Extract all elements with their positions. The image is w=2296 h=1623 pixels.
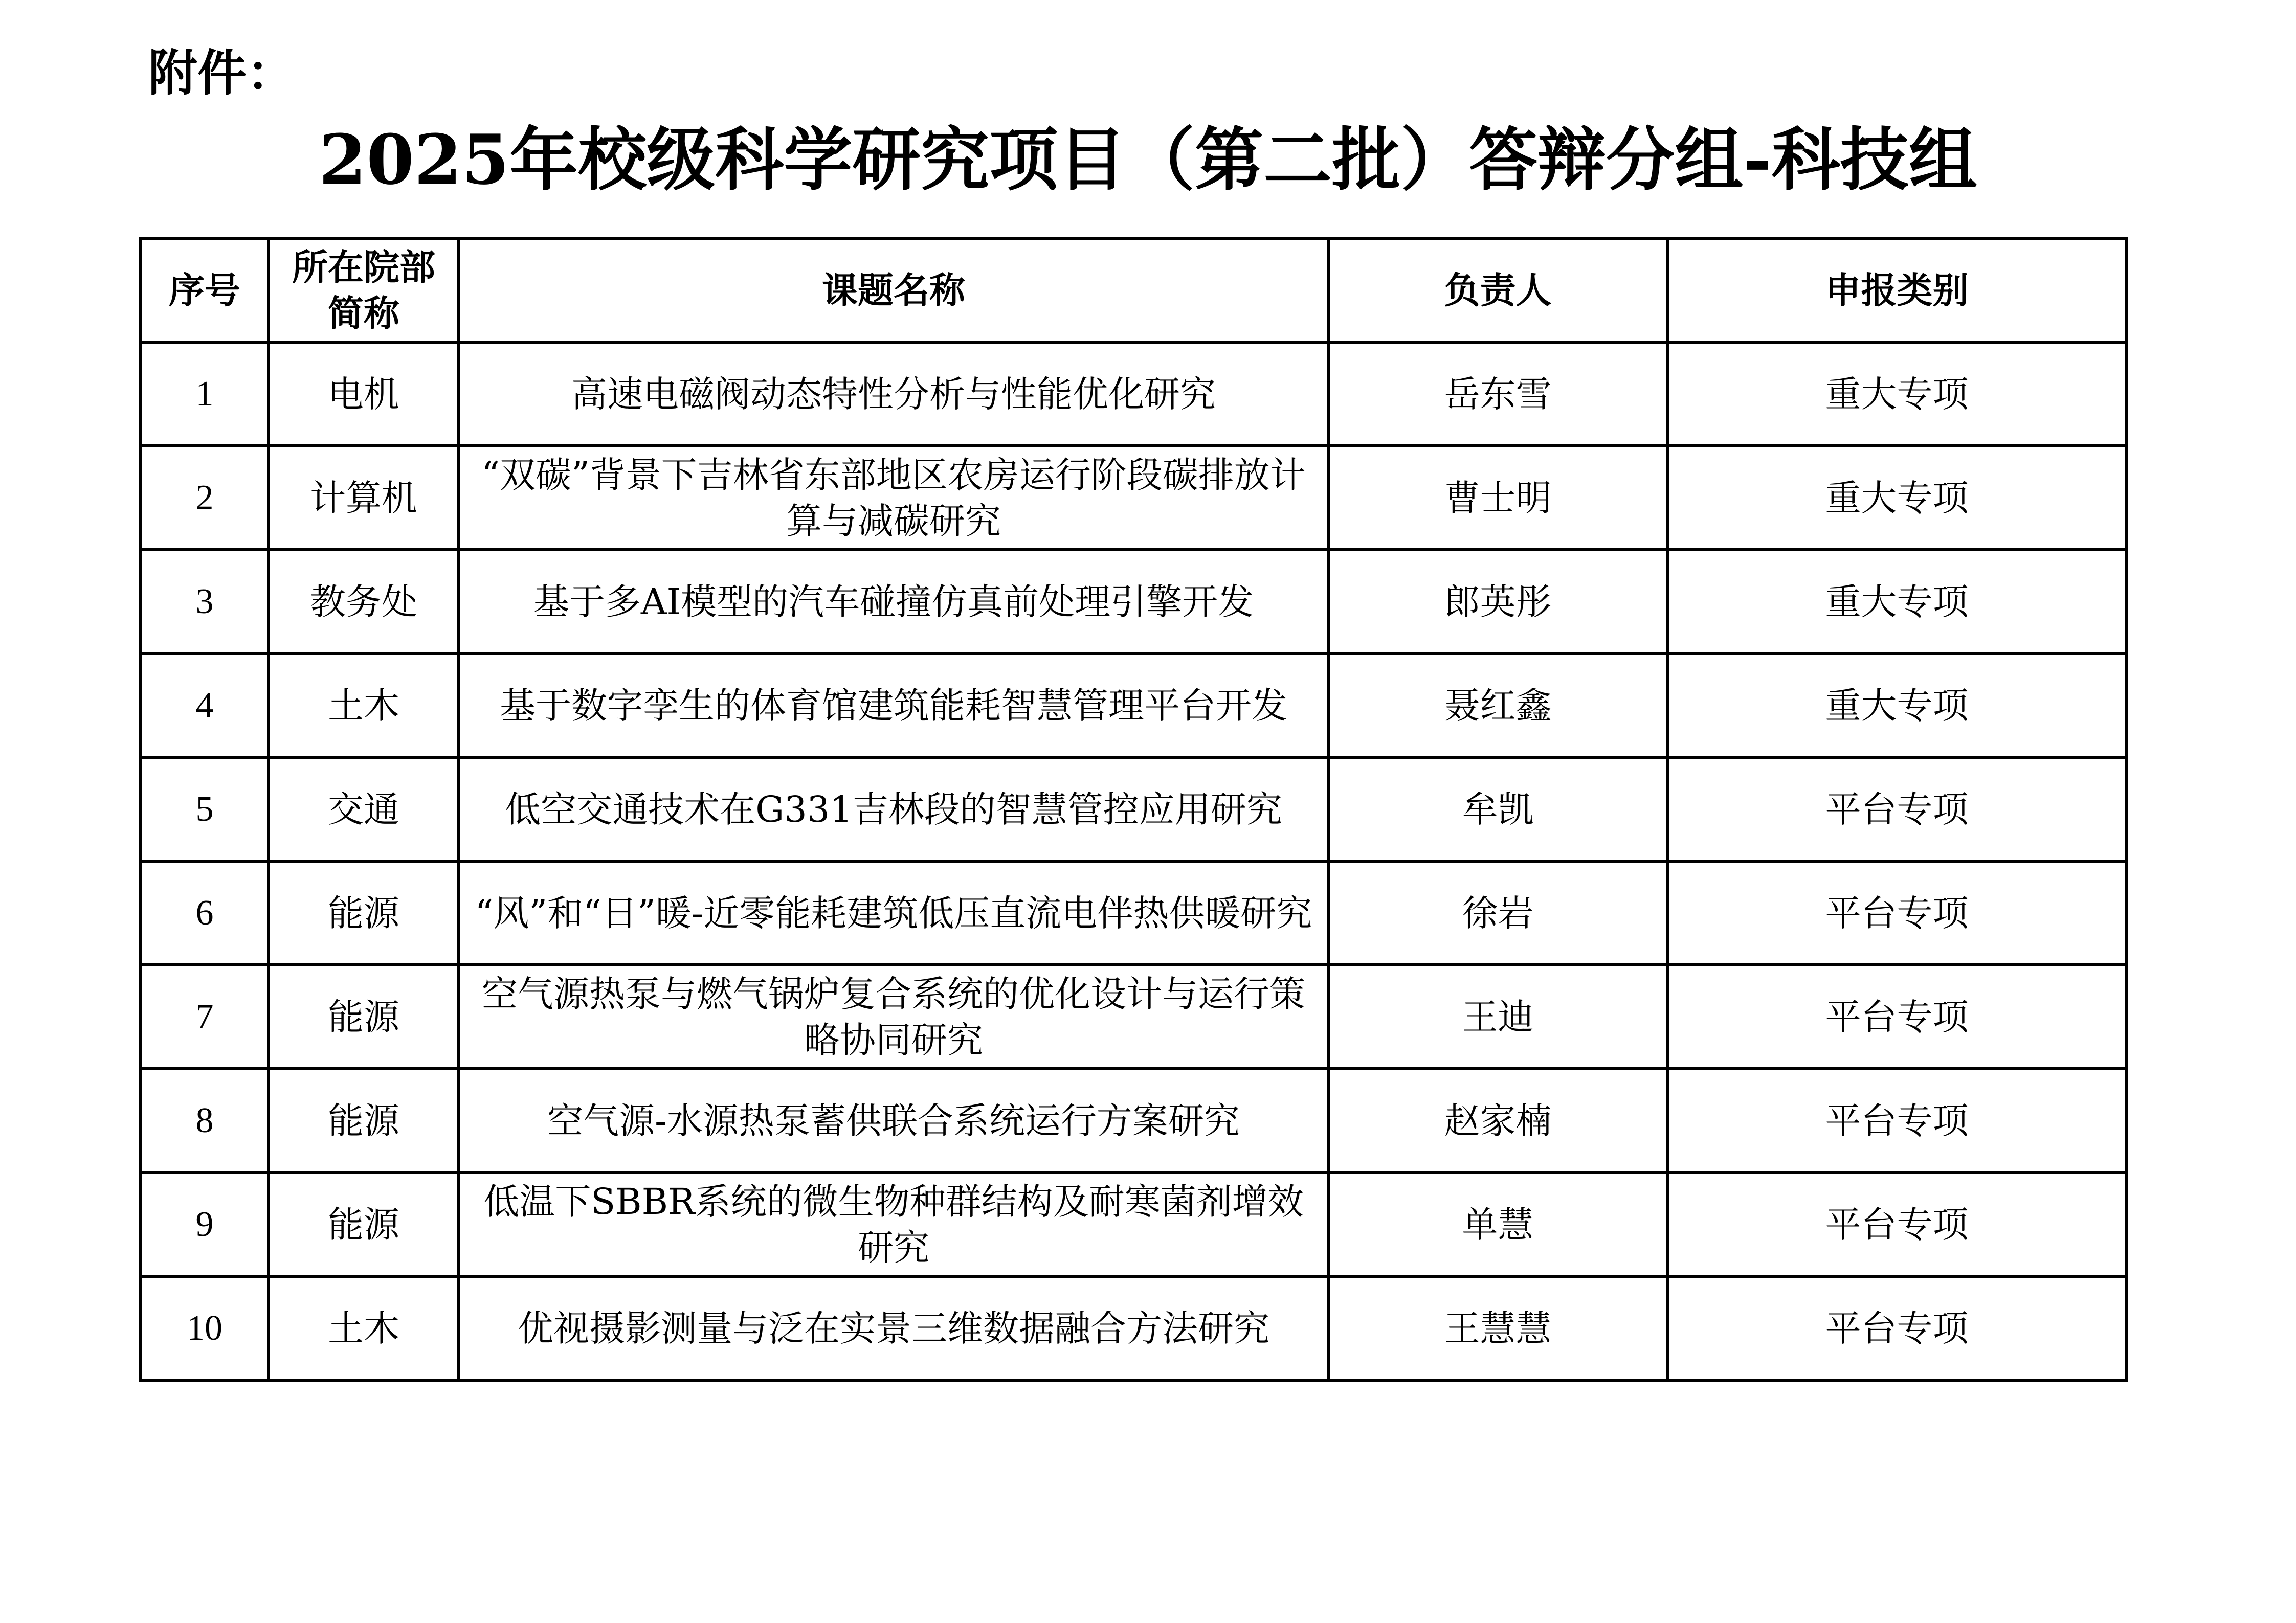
cell-topic: 高速电磁阀动态特性分析与性能优化研究 xyxy=(459,342,1328,446)
cell-topic: 基于多AI模型的汽车碰撞仿真前处理引擎开发 xyxy=(459,550,1328,653)
table-body xyxy=(141,342,2126,1380)
cell-leader: 徐岩 xyxy=(1328,861,1667,965)
cell-category: 平台专项 xyxy=(1667,965,2126,1069)
cell-leader: 单慧 xyxy=(1328,1173,1667,1276)
cell-topic: 空气源热泵与燃气锅炉复合系统的优化设计与运行策略协同研究 xyxy=(459,965,1328,1069)
cell-seq: 8 xyxy=(141,1069,269,1173)
cell-topic: “风”和“日”暖-近零能耗建筑低压直流电伴热供暖研究 xyxy=(459,861,1328,965)
cell-category: 平台专项 xyxy=(1667,757,2126,861)
cell-dept: 交通 xyxy=(269,757,459,861)
cell-category: 平台专项 xyxy=(1667,1173,2126,1276)
table-header-row xyxy=(141,238,2126,342)
cell-leader: 聂红鑫 xyxy=(1328,653,1667,757)
header-leader: 负责人 xyxy=(1328,238,1667,342)
cell-category: 重大专项 xyxy=(1667,653,2126,757)
cell-seq: 9 xyxy=(141,1173,269,1276)
cell-leader: 曹士明 xyxy=(1328,446,1667,550)
table-row xyxy=(141,550,2126,653)
cell-dept: 教务处 xyxy=(269,550,459,653)
cell-seq: 4 xyxy=(141,653,269,757)
header-topic: 课题名称 xyxy=(459,238,1328,342)
cell-seq: 1 xyxy=(141,342,269,446)
cell-leader: 王迪 xyxy=(1328,965,1667,1069)
cell-seq: 5 xyxy=(141,757,269,861)
table-row xyxy=(141,861,2126,965)
cell-topic: “双碳”背景下吉林省东部地区农房运行阶段碳排放计算与减碳研究 xyxy=(459,446,1328,550)
cell-leader: 牟凯 xyxy=(1328,757,1667,861)
attachment-label: 附件： xyxy=(148,44,296,102)
cell-category: 重大专项 xyxy=(1667,550,2126,653)
cell-category: 平台专项 xyxy=(1667,1069,2126,1173)
cell-dept: 能源 xyxy=(269,965,459,1069)
cell-topic: 低空交通技术在G331吉林段的智慧管控应用研究 xyxy=(459,757,1328,861)
cell-leader: 岳东雪 xyxy=(1328,342,1667,446)
table-row xyxy=(141,1276,2126,1380)
header-dept: 所在院部简称 xyxy=(269,238,459,342)
cell-dept: 计算机 xyxy=(269,446,459,550)
cell-topic: 低温下SBBR系统的微生物种群结构及耐寒菌剂增效研究 xyxy=(459,1173,1328,1276)
cell-leader: 王慧慧 xyxy=(1328,1276,1667,1380)
table-row xyxy=(141,446,2126,550)
cell-topic: 基于数字孪生的体育馆建筑能耗智慧管理平台开发 xyxy=(459,653,1328,757)
cell-topic: 优视摄影测量与泛在实景三维数据融合方法研究 xyxy=(459,1276,1328,1380)
table-row xyxy=(141,1173,2126,1276)
cell-seq: 2 xyxy=(141,446,269,550)
cell-category: 平台专项 xyxy=(1667,1276,2126,1380)
table-row xyxy=(141,965,2126,1069)
cell-seq: 7 xyxy=(141,965,269,1069)
document-title: 2025年校级科学研究项目（第二批）答辩分组-科技组 xyxy=(319,119,1977,200)
cell-seq: 10 xyxy=(141,1276,269,1380)
cell-category: 重大专项 xyxy=(1667,342,2126,446)
cell-seq: 3 xyxy=(141,550,269,653)
table-row xyxy=(141,342,2126,446)
cell-dept: 电机 xyxy=(269,342,459,446)
cell-dept: 能源 xyxy=(269,861,459,965)
cell-leader: 郎英彤 xyxy=(1328,550,1667,653)
header-seq: 序号 xyxy=(141,238,269,342)
cell-category: 重大专项 xyxy=(1667,446,2126,550)
cell-dept: 土木 xyxy=(269,1276,459,1380)
cell-dept: 能源 xyxy=(269,1069,459,1173)
project-table xyxy=(139,237,2128,1382)
table-row xyxy=(141,757,2126,861)
cell-topic: 空气源-水源热泵蓄供联合系统运行方案研究 xyxy=(459,1069,1328,1173)
cell-leader: 赵家楠 xyxy=(1328,1069,1667,1173)
header-category: 申报类别 xyxy=(1667,238,2126,342)
table-row xyxy=(141,1069,2126,1173)
table-row xyxy=(141,653,2126,757)
cell-dept: 土木 xyxy=(269,653,459,757)
cell-seq: 6 xyxy=(141,861,269,965)
cell-category: 平台专项 xyxy=(1667,861,2126,965)
cell-dept: 能源 xyxy=(269,1173,459,1276)
